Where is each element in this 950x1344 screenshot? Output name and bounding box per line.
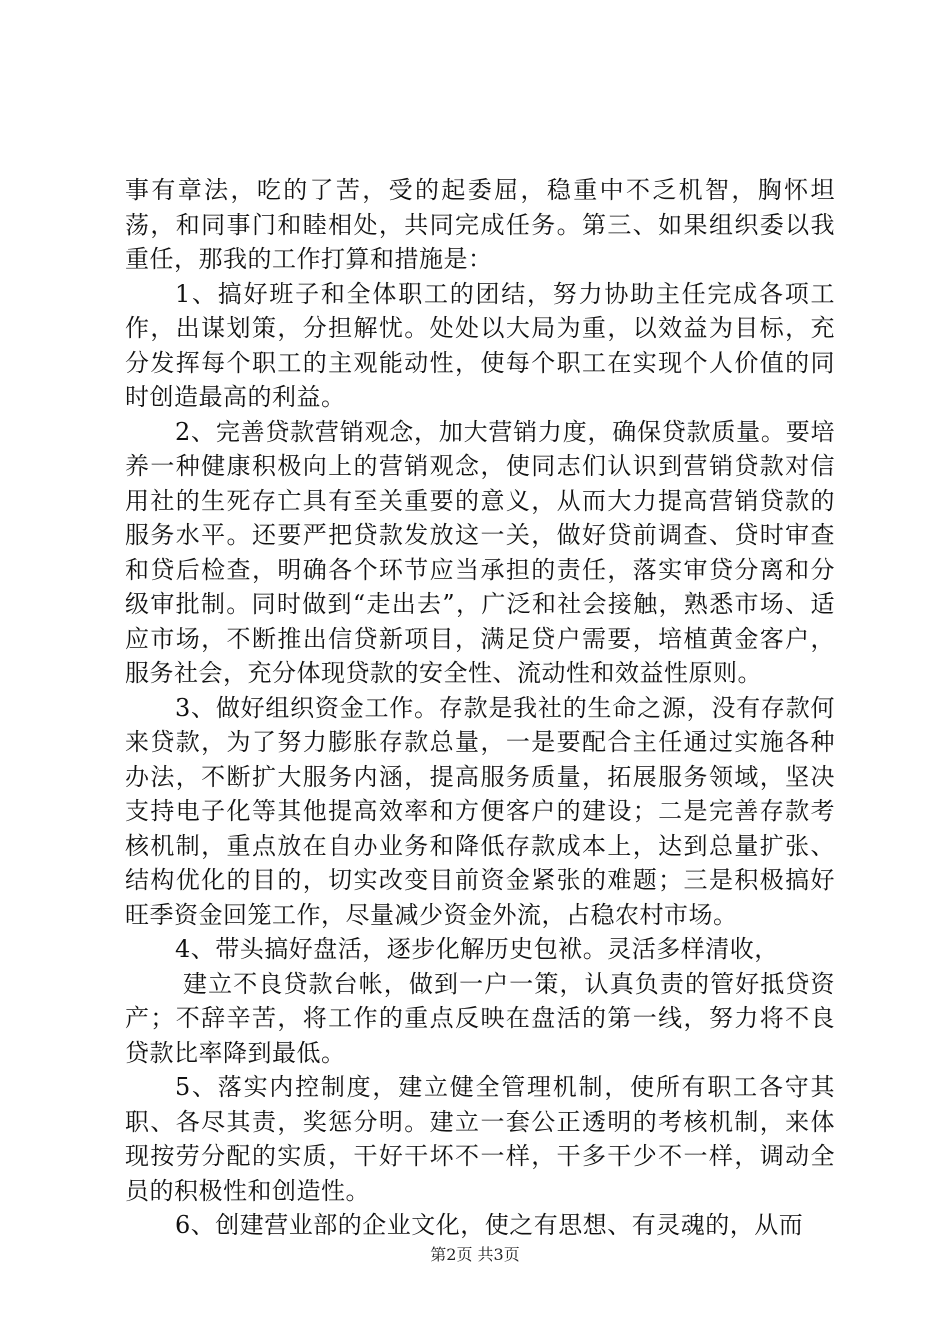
page-number-indicator: 第2页 共3页 bbox=[430, 1245, 520, 1264]
paragraph-item-3: 3、做好组织资金工作。存款是我社的生命之源，没有存款何来贷款，为了努力膨胀存款总量，一是要配合主任通过实施各种办法，不断扩大服务内涵，提高服务质量，拓展服务领域，坚决支持电子化等其他提高效率和方便客户的建设；二是完善存款考核机制，重点放在自办业务和降低存款成本上，达到总量扩张、结构优化的目的，切实改变目前资金紧张的难题；三是积极搞好旺季资金回笼工作，尽量减少资金外流，占稳农村市场。 bbox=[125, 693, 835, 929]
page-footer bbox=[0, 1245, 950, 1265]
paragraph-item-1: 1、搞好班子和全体职工的团结，努力协助主任完成各项工作，出谋划策，分担解忧。处处以大局为重，以效益为目标，充分发挥每个职工的主观能动性，使每个职工在实现个人价值的同时创造最高的利益。 bbox=[125, 279, 835, 411]
paragraph-item-5: 5、落实内控制度，建立健全管理机制，使所有职工各守其职、各尽其责，奖惩分明。建立一套公正透明的考核机制，来体现按劳分配的实质，干好干坏不一样，干多干少不一样，调动全员的积极性和创造性。 bbox=[125, 1073, 835, 1205]
paragraph-item-2: 2、完善贷款营销观念，加大营销力度，确保贷款质量。要培养一种健康积极向上的营销观念，使同志们认识到营销贷款对信用社的生死存亡具有至关重要的意义，从而大力提高营销贷款的服务水平。还要严把贷款发放这一关，做好贷前调查、贷时审查和贷后检查，明确各个环节应当承担的责任，落实审贷分离和分级审批制。同时做到“走出去”，广泛和社会接触，熟悉市场、适应市场，不断推出信贷新项目，满足贷户需要，培植黄金客户，服务社会，充分体现贷款的安全性、流动性和效益性原则。 bbox=[125, 417, 835, 687]
paragraph-item-4: 4、带头搞好盘活，逐步化解历史包袱。灵活多样清收， bbox=[175, 935, 779, 963]
paragraph-item-4-continued: 建立不良贷款台帐，做到一户一策，认真负责的管好抵贷资产；不辞辛苦，将工作的重点反映在盘活的第一线，努力将不良贷款比率降到最低。 bbox=[125, 969, 835, 1067]
paragraph-intro-continued: 事有章法，吃的了苦，受的起委屈，稳重中不乏机智，胸怀坦荡，和同事门和睦相处，共同完成任务。第三、如果组织委以我重任，那我的工作打算和措施是： bbox=[125, 176, 835, 273]
paragraph-item-6: 6、创建营业部的企业文化，使之有思想、有灵魂的，从而 bbox=[175, 1211, 804, 1239]
document-body bbox=[125, 173, 835, 1243]
